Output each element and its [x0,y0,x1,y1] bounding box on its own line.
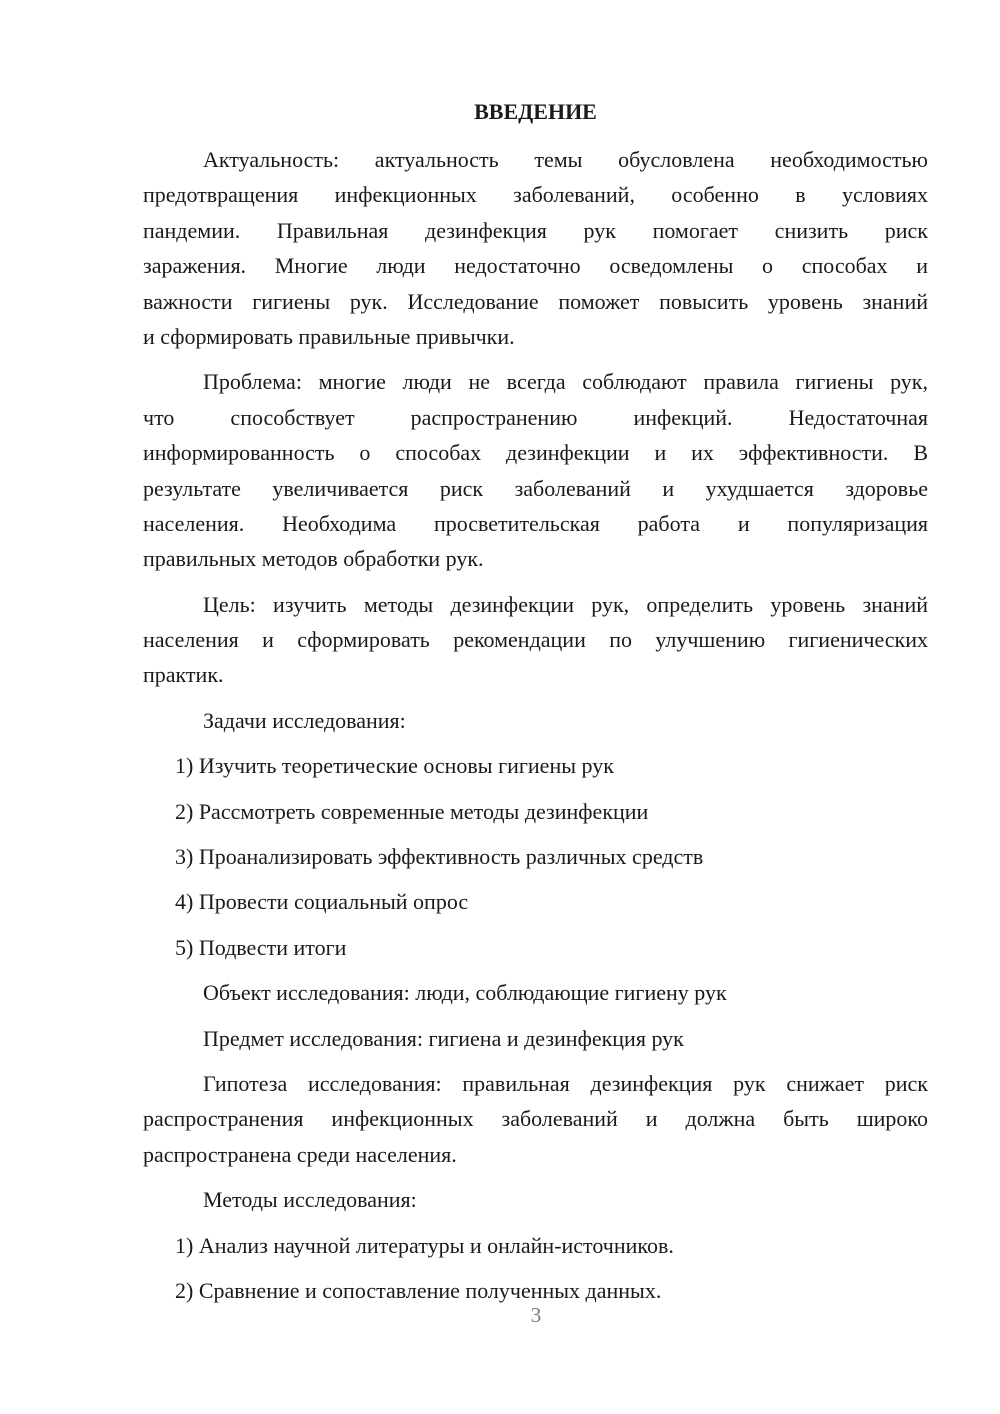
text-line: распространена среди населения. [143,1141,457,1167]
text-line: важности гигиены рук. Исследование поможет повысить уровень знаний [143,288,928,314]
list-item [143,794,928,829]
text-line: Предмет исследования: гигиена и дезинфекция рук [203,1025,684,1051]
paragraph [143,1182,928,1217]
text-line: 1) Анализ научной литературы и онлайн-источников. [175,1232,674,1258]
text-line: распространения инфекционных заболеваний и должна быть широко [143,1106,928,1132]
text-line: 4) Провести социальный опрос [175,889,469,915]
list-item [143,839,928,874]
page-number: 3 [530,1303,542,1327]
paragraph [143,364,928,576]
text-line: что способствует распространению инфекций. Недостаточная [143,404,928,430]
text-line: Гипотеза исследования: правильная дезинфекция рук снижает риск [203,1070,928,1096]
paragraph [143,1066,928,1172]
text-line: населения и сформировать рекомендации по улучшению гигиенических [143,627,928,653]
text-line: 5) Подвести итоги [175,934,347,960]
text-line: Цель: изучить методы дезинфекции рук, определить уровень знаний [203,591,928,617]
text-line: результате увеличивается риск заболеваний и ухудшается здоровье [143,475,928,501]
paragraph [143,1021,928,1056]
list-item [143,748,928,783]
text-line: пандемии. Правильная дезинфекция рук помогает снизить риск [143,217,928,243]
text-line: Методы исследования: [203,1187,417,1213]
text-line: Актуальность: актуальность темы обусловлена необходимостью [203,147,928,172]
text-line: предотвращения инфекционных заболеваний, особенно в условиях [143,182,928,208]
text-line: правильных методов обработки рук. [143,546,484,572]
text-line: Задачи исследования: [203,707,406,733]
section-title: ВВЕДЕНИЕ [474,99,597,124]
list-item [143,930,928,965]
text-line: 2) Сравнение и сопоставление полученных данных. [175,1277,662,1303]
text-line: и сформировать правильные привычки. [143,323,515,349]
text-line: информированность о способах дезинфекции и их эффективности. В [143,440,928,466]
text-line: заражения. Многие люди недостаточно осведомлены о способах и [143,253,928,279]
document-body [143,142,928,1308]
paragraph [143,703,928,738]
text-line: населения. Необходима просветительская работа и популяризация [143,510,928,536]
paragraph [143,975,928,1010]
text-line: практик. [143,662,224,688]
paragraph [143,587,928,693]
text-line: 3) Проанализировать эффективность различных средств [175,844,704,870]
paragraph [143,142,928,354]
list-item [143,884,928,919]
text-line: 1) Изучить теоретические основы гигиены рук [175,753,614,779]
text-line: Объект исследования: люди, соблюдающие гигиену рук [203,980,727,1006]
text-line: Проблема: многие люди не всегда соблюдают правила гигиены рук, [203,369,928,395]
list-item [143,1228,928,1263]
text-line: 2) Рассмотреть современные методы дезинфекции [175,798,649,824]
document-page [143,94,928,1318]
